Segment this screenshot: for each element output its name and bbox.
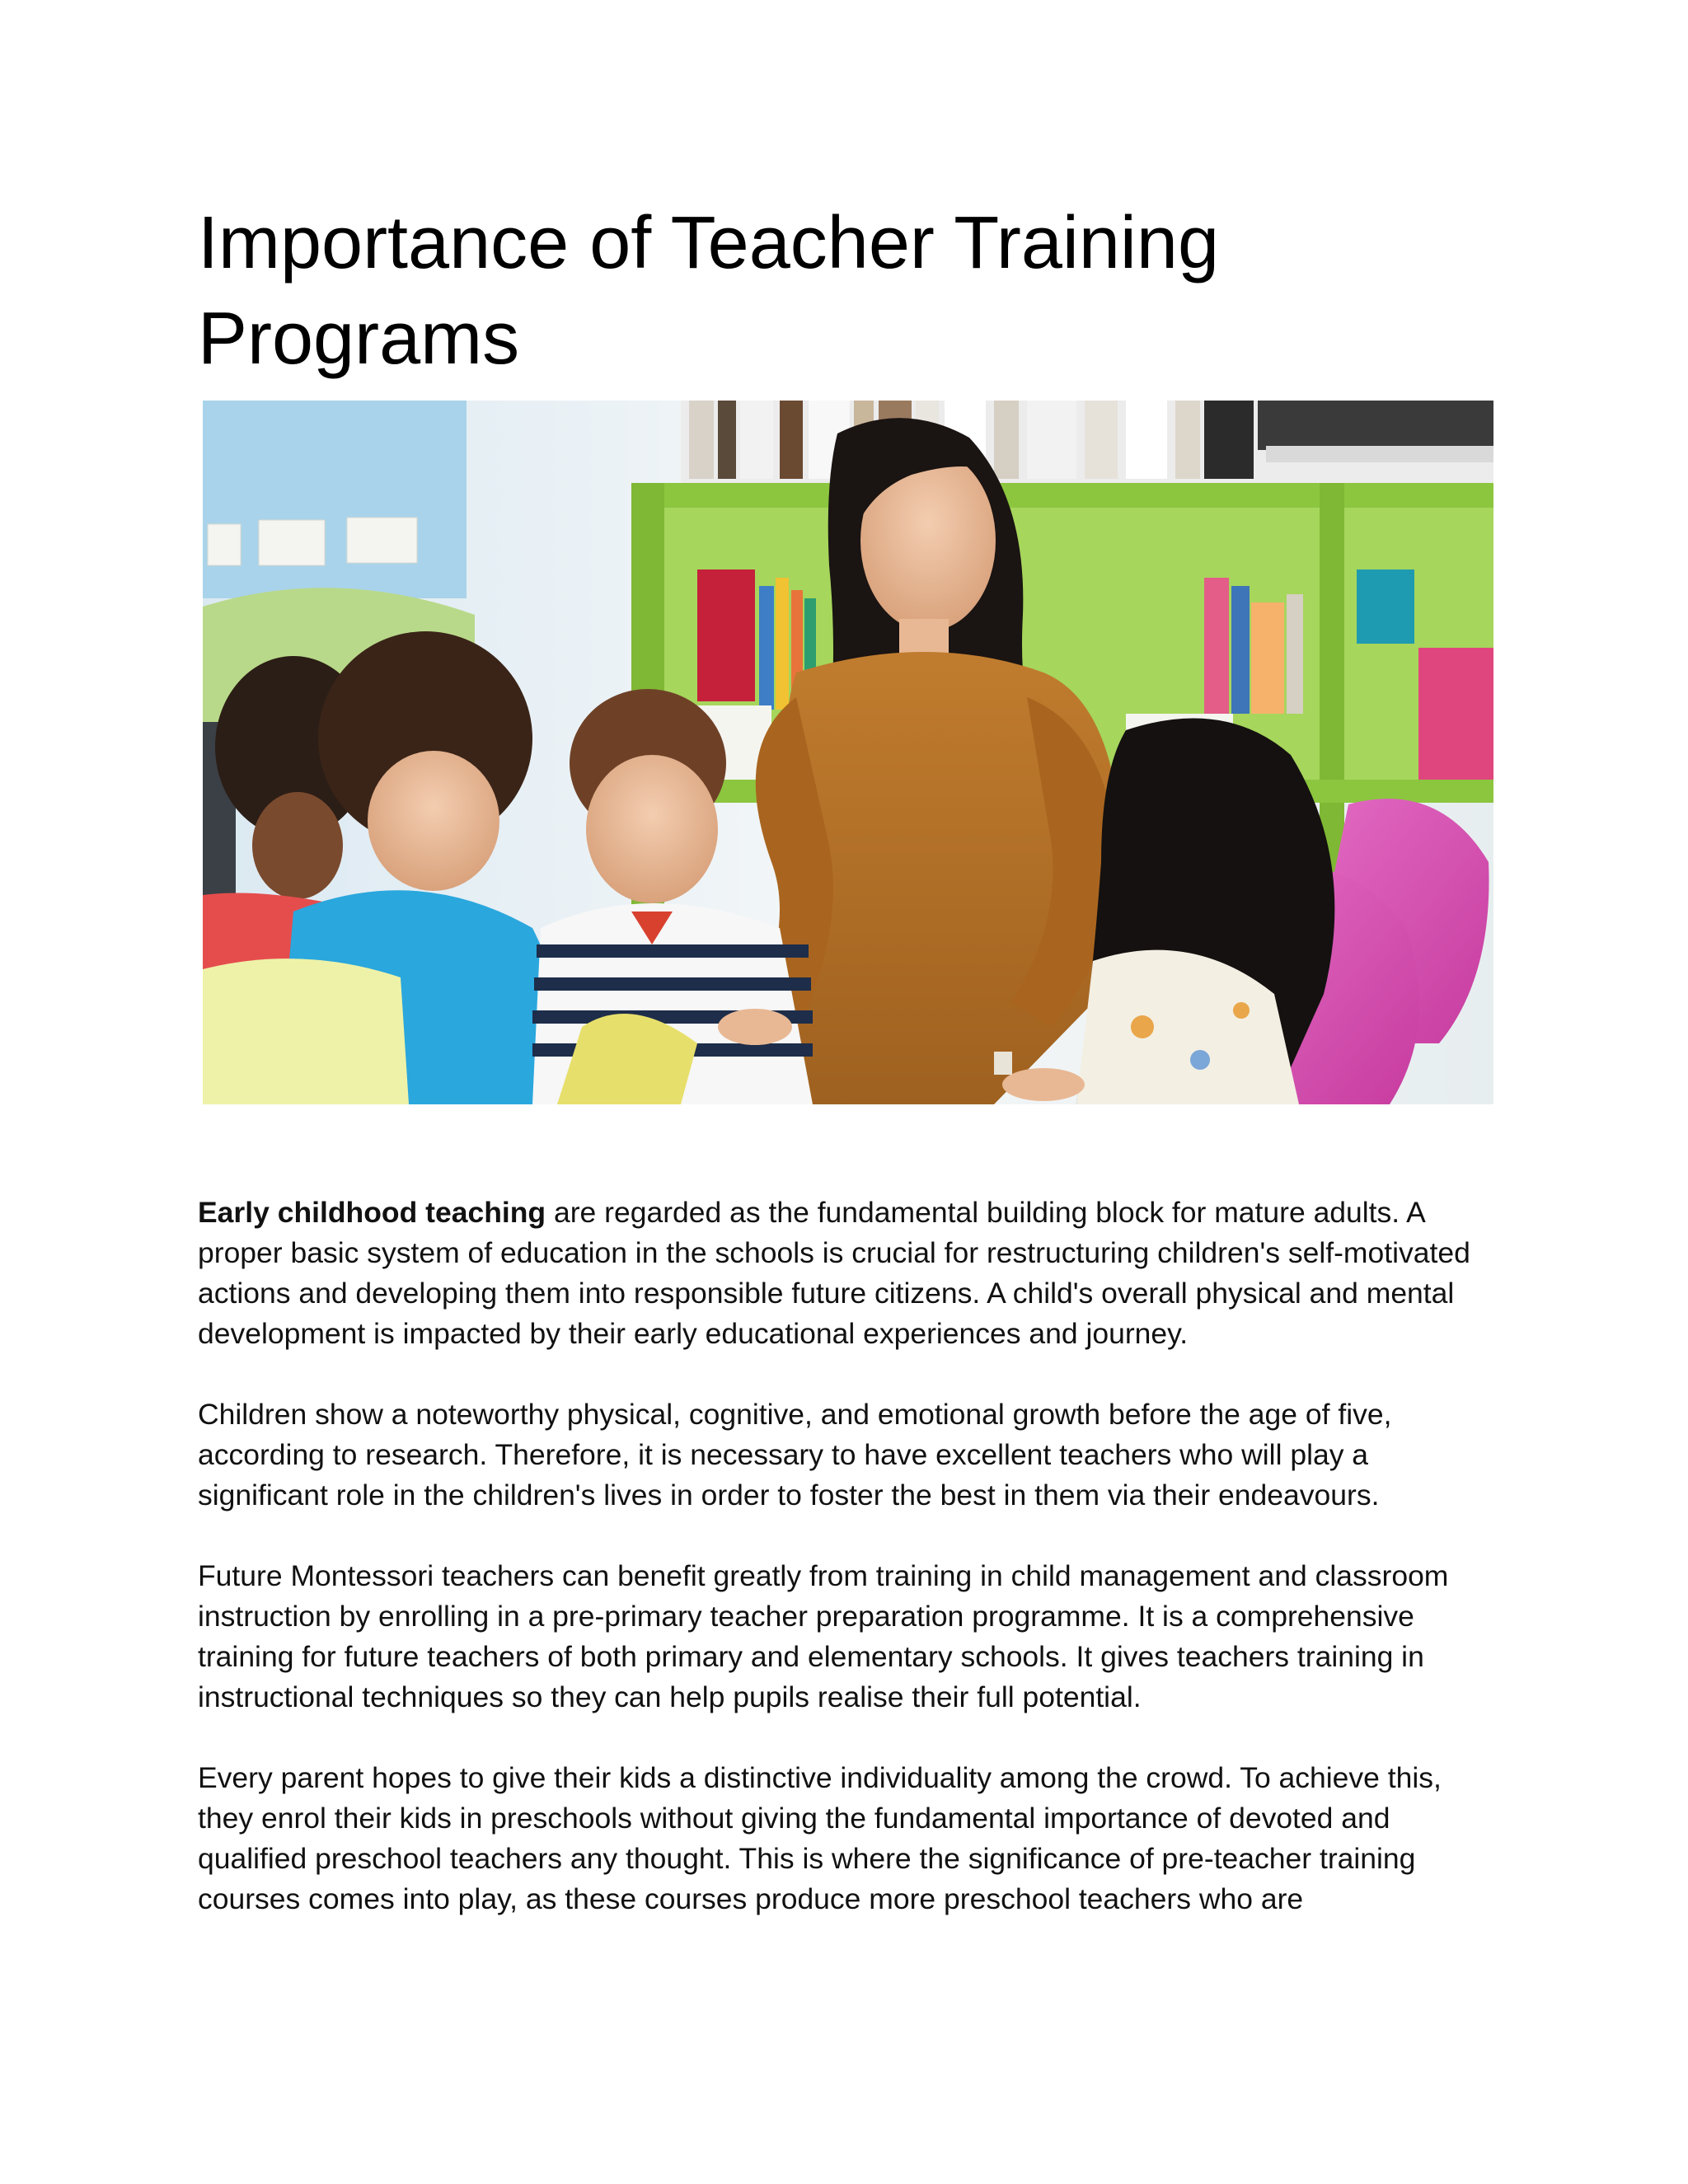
blue-wall-panel [203, 401, 467, 598]
paragraph-1 [198, 1193, 1500, 1354]
paragraph-1-text: are regarded as the fundamental building block for mature adults. A proper basic system of education in the schools is crucial for restructuring children's self-motivated actions and developing them into responsible future citizens. A child's overall physical and mental development is impacted by their early educational experiences and journey. [198, 1196, 1470, 1350]
teacher-hand-2 [1002, 1068, 1085, 1101]
wrist-watch [994, 1052, 1012, 1075]
wall-switch-2 [259, 520, 325, 565]
article-body [198, 1193, 1500, 1960]
paragraph-1-lead: Early childhood teaching [198, 1196, 546, 1229]
chair [203, 958, 409, 1104]
hero-image-classroom-teacher-with-children [203, 401, 1493, 1104]
page-title: Importance of Teacher Training Programs [198, 202, 1220, 380]
paragraph-3: Future Montessori teachers can benefit greatly from training in child management and classroom instruction by enrolling in a pre-primary teacher preparation programme. It is a comprehensive training for future teachers of both primary and elementary schools. It gives teachers training in instructional techniques so they can help pupils realise their full potential. [198, 1559, 1449, 1713]
wall-switch-1 [208, 524, 241, 565]
wall-switch-3 [347, 518, 417, 563]
paragraph-2: Children show a noteworthy physical, cognitive, and emotional growth before the age of five, according to research. Therefore, it is necessary to have excellent teachers who will play a significant role in the children's lives in order to foster the best in them via their endeavours. [198, 1398, 1392, 1511]
paragraph-4: Every parent hopes to give their kids a distinctive individuality among the crowd. To achieve this, they enrol their kids in preschools without giving the fundamental importance of devoted and qualified preschool teachers any thought. This is where the significance of pre-teacher training courses comes into play, as these courses produce more preschool teachers who are [198, 1761, 1442, 1915]
teacher-hand [718, 1009, 792, 1045]
